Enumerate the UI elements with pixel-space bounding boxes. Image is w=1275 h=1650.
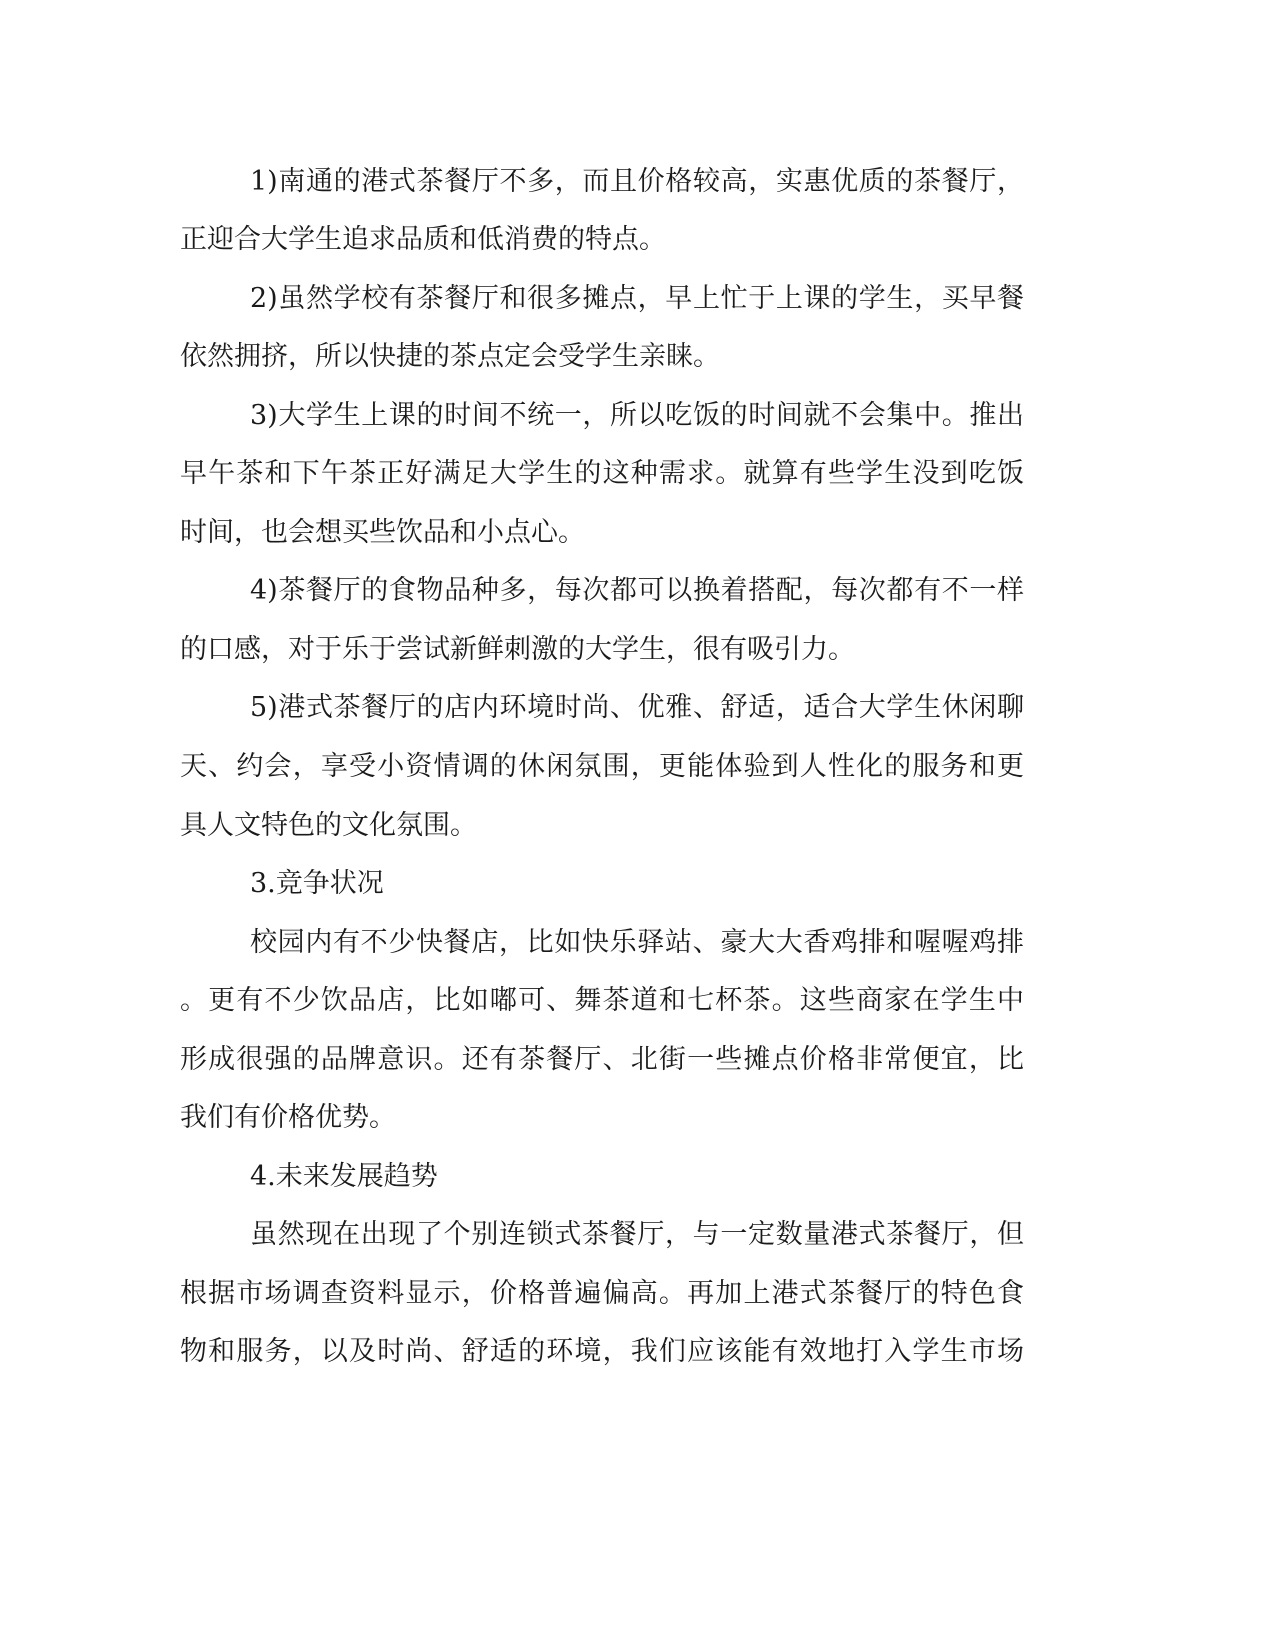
- text-line: 依然拥挤，所以快捷的茶点定会受学生亲睐。: [180, 341, 720, 372]
- section-heading: 3.竞争状况: [250, 868, 384, 899]
- text-line: 4)茶餐厅的食物品种多，每次都可以换着搭配，每次都有不一样: [250, 575, 1024, 606]
- text-line: 的口感，对于乐于尝试新鲜刺激的大学生，很有吸引力。: [180, 634, 855, 665]
- text-line: 3)大学生上课的时间不统一，所以吃饭的时间就不会集中。推出: [250, 400, 1024, 431]
- text-line: 5)港式茶餐厅的店内环境时尚、优雅、舒适，适合大学生休闲聊: [250, 692, 1024, 723]
- text-line: 物和服务，以及时尚、舒适的环境，我们应该能有效地打入学生市场: [180, 1336, 1024, 1367]
- text-line: 根据市场调查资料显示，价格普遍偏高。再加上港式茶餐厅的特色食: [180, 1278, 1024, 1309]
- text-line: 早午茶和下午茶正好满足大学生的这种需求。就算有些学生没到吃饭: [180, 458, 1024, 489]
- text-line: 虽然现在出现了个别连锁式茶餐厅，与一定数量港式茶餐厅，但: [250, 1219, 1024, 1250]
- text-line: 。更有不少饮品店，比如嘟可、舞茶道和七杯茶。这些商家在学生中: [180, 985, 1024, 1016]
- text-line: 我们有价格优势。: [180, 1102, 396, 1133]
- text-line: 1)南通的港式茶餐厅不多，而且价格较高，实惠优质的茶餐厅，: [250, 166, 1024, 197]
- text-line: 正迎合大学生追求品质和低消费的特点。: [180, 224, 666, 255]
- text-line: 校园内有不少快餐店，比如快乐驿站、豪大大香鸡排和喔喔鸡排: [250, 927, 1024, 958]
- text-line: 天、约会，享受小资情调的休闲氛围，更能体验到人性化的服务和更: [180, 751, 1024, 782]
- text-line: 形成很强的品牌意识。还有茶餐厅、北街一些摊点价格非常便宜，比: [180, 1044, 1024, 1075]
- text-line: 时间，也会想买些饮品和小点心。: [180, 517, 585, 548]
- section-heading: 4.未来发展趋势: [250, 1161, 438, 1192]
- text-line: 2)虽然学校有茶餐厅和很多摊点，早上忙于上课的学生，买早餐: [250, 283, 1024, 314]
- text-line: 具人文特色的文化氛围。: [180, 810, 477, 841]
